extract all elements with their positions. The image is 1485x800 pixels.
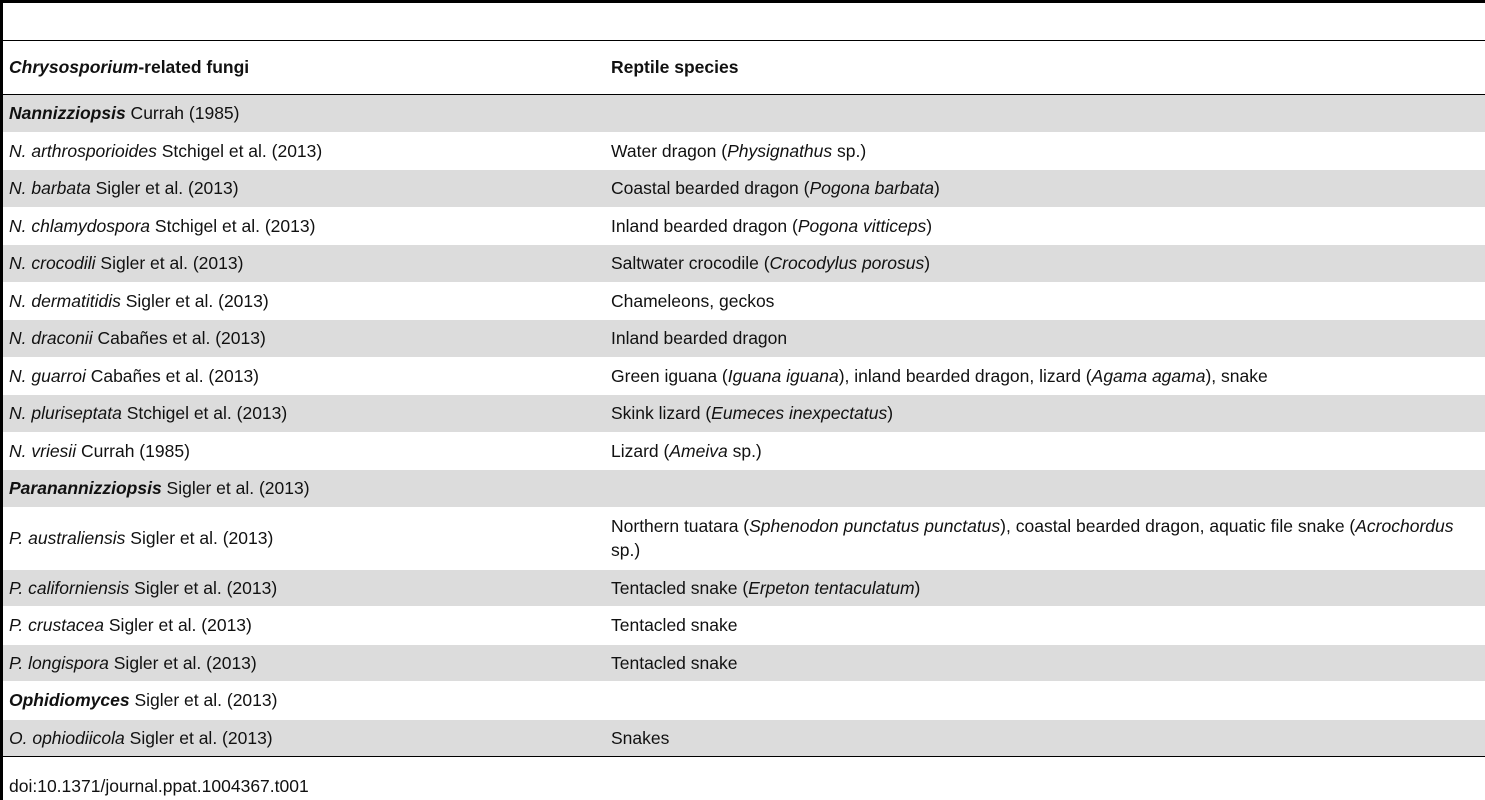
header-row: [3, 41, 1485, 95]
fungus-cell: [3, 507, 605, 569]
reptile-text: ): [926, 215, 933, 236]
fungus-cell: [3, 207, 605, 245]
species-name: P. longispora: [9, 652, 109, 673]
table-row: [3, 644, 1485, 682]
reptile-cell: [605, 207, 1485, 245]
reptile-text: ), snake: [1205, 365, 1268, 386]
reptile-scientific-name: Iguana iguana: [727, 365, 839, 386]
table-row: [3, 245, 1485, 283]
reptile-text: Green iguana (: [611, 365, 728, 386]
reptile-text: Skink lizard (: [611, 403, 712, 424]
genus-name: Ophidiomyces: [9, 690, 130, 711]
reptile-text: Lizard (: [611, 440, 670, 461]
table-row: [3, 395, 1485, 433]
reptile-text: sp.): [611, 540, 641, 560]
reptile-text: Tentacled snake: [611, 615, 738, 636]
reptile-scientific-name: Pogona vitticeps: [797, 215, 927, 236]
reptile-text: sp.): [832, 140, 867, 161]
fungus-cell: [3, 644, 605, 682]
reptile-cell: [605, 395, 1485, 433]
authority: Sigler et al. (2013): [125, 528, 274, 548]
fungus-cell: [3, 170, 605, 208]
reptile-cell: [605, 470, 1485, 508]
reptile-text: Tentacled snake (: [611, 577, 749, 598]
reptile-cell: [605, 245, 1485, 283]
table-row: [3, 132, 1485, 170]
species-name: N. guarroi: [9, 365, 86, 386]
reptile-cell: [605, 132, 1485, 170]
species-name: N. arthrosporioides: [9, 140, 157, 161]
species-name: P. crustacea: [9, 615, 105, 636]
authority: Sigler et al. (2013): [90, 178, 239, 199]
genus-row: [3, 470, 1485, 508]
reptile-cell: [605, 569, 1485, 607]
fungus-cell: [3, 282, 605, 320]
authority: Sigler et al. (2013): [161, 478, 310, 499]
reptile-text: sp.): [727, 440, 762, 461]
reptile-text: Coastal bearded dragon (: [611, 178, 810, 199]
reptile-text: ), coastal bearded dragon, aquatic file snake (: [1000, 516, 1356, 536]
authority: Sigler et al. (2013): [95, 253, 244, 274]
reptile-scientific-name: Physignathus: [727, 140, 833, 161]
table-row: [3, 719, 1485, 757]
authority: Cabañes et al. (2013): [92, 328, 266, 349]
authority: Sigler et al. (2013): [129, 577, 278, 598]
reptile-cell: [605, 507, 1485, 569]
reptile-cell: [605, 432, 1485, 470]
fungus-cell: [3, 607, 605, 645]
reptile-cell: [605, 320, 1485, 358]
authority: Stchigel et al. (2013): [150, 215, 316, 236]
reptile-cell: [605, 282, 1485, 320]
reptile-text: ), inland bearded dragon, lizard (: [838, 365, 1092, 386]
species-name: N. chlamydospora: [9, 215, 151, 236]
authority: Sigler et al. (2013): [120, 290, 269, 311]
species-name: N. vriesii: [9, 440, 77, 461]
table-header: [3, 41, 1485, 95]
genus-name: Paranannizziopsis: [9, 478, 162, 499]
reptile-scientific-name: Erpeton tentaculatum: [748, 577, 915, 598]
genus-row: [3, 682, 1485, 720]
genus-row: [3, 95, 1485, 133]
table-row: [3, 320, 1485, 358]
reptile-scientific-name: Pogona barbata: [809, 178, 935, 199]
fungus-cell: [3, 682, 605, 720]
authority: Stchigel et al. (2013): [121, 403, 288, 424]
reptile-scientific-name: Ameiva: [669, 440, 728, 461]
fungus-cell: [3, 132, 605, 170]
reptile-scientific-name: Eumeces inexpectatus: [711, 403, 888, 424]
reptile-text: Inland bearded dragon (: [611, 215, 798, 236]
fungi-reptile-table: [3, 40, 1485, 757]
reptile-cell: [605, 719, 1485, 757]
table-row: [3, 507, 1485, 569]
fungus-cell: [3, 95, 605, 133]
reptile-text: ): [934, 178, 940, 199]
table-row: [3, 569, 1485, 607]
reptile-cell: [605, 644, 1485, 682]
table-row: [3, 170, 1485, 208]
reptile-text: Water dragon (: [611, 140, 728, 161]
reptile-text: Saltwater crocodile (: [611, 253, 770, 274]
species-name: N. dermatitidis: [9, 290, 121, 311]
reptile-text: ): [887, 403, 894, 424]
reptile-text: Inland bearded dragon: [611, 328, 788, 349]
table-row: [3, 282, 1485, 320]
authority: Currah (1985): [125, 103, 240, 124]
fungus-cell: [3, 357, 605, 395]
fungus-cell: [3, 470, 605, 508]
reptile-cell: [605, 682, 1485, 720]
species-name: N. draconii: [9, 328, 93, 349]
reptile-text: ): [914, 577, 921, 598]
authority: Currah (1985): [76, 440, 190, 461]
reptile-text: ): [924, 253, 931, 274]
table-row: [3, 607, 1485, 645]
doi-caption: doi:10.1371/journal.ppat.1004367.t001: [9, 776, 309, 796]
fungus-cell: [3, 719, 605, 757]
authority: Stchigel et al. (2013): [156, 140, 323, 161]
reptile-scientific-name: Crocodylus porosus: [769, 253, 925, 274]
species-name: P. californiensis: [9, 577, 130, 598]
authority: Sigler et al. (2013): [124, 727, 273, 748]
table-row: [3, 357, 1485, 395]
fungus-cell: [3, 395, 605, 433]
fungus-cell: [3, 569, 605, 607]
species-name: N. crocodili: [9, 253, 96, 274]
reptile-text: Tentacled snake: [611, 652, 738, 673]
authority: Sigler et al. (2013): [129, 690, 278, 711]
authority: Cabañes et al. (2013): [85, 365, 260, 386]
reptile-cell: [605, 170, 1485, 208]
reptile-cell: [605, 95, 1485, 133]
reptile-scientific-name: Agama agama: [1091, 365, 1206, 386]
reptile-text: Northern tuatara (: [611, 516, 750, 536]
table-body: [3, 95, 1485, 757]
header-reptile: Reptile species: [611, 57, 739, 77]
species-name: N. barbata: [9, 178, 91, 199]
reptile-scientific-name: Acrochordus: [1355, 516, 1454, 536]
authority: Sigler et al. (2013): [104, 615, 252, 636]
table-container: [3, 40, 1485, 757]
reptile-text: Snakes: [611, 727, 670, 748]
genus-name: Nannizziopsis: [9, 103, 126, 124]
table-row: [3, 432, 1485, 470]
table-row: [3, 207, 1485, 245]
reptile-scientific-name: Sphenodon punctatus punctatus: [749, 516, 1001, 536]
top-border-rule: [0, 0, 1485, 3]
species-name: O. ophiodiicola: [9, 727, 125, 748]
authority: Sigler et al. (2013): [108, 652, 257, 673]
species-name: P. australiensis: [9, 528, 126, 548]
header-fungi-rest: -related fungi: [138, 57, 250, 77]
reptile-cell: [605, 357, 1485, 395]
fungus-cell: [3, 245, 605, 283]
header-fungi-italic: Chrysosporium: [9, 57, 139, 77]
fungus-cell: [3, 320, 605, 358]
reptile-cell: [605, 607, 1485, 645]
fungus-cell: [3, 432, 605, 470]
reptile-text: Chameleons, geckos: [611, 290, 775, 311]
header-fungi: [3, 41, 605, 95]
species-name: N. pluriseptata: [9, 403, 122, 424]
